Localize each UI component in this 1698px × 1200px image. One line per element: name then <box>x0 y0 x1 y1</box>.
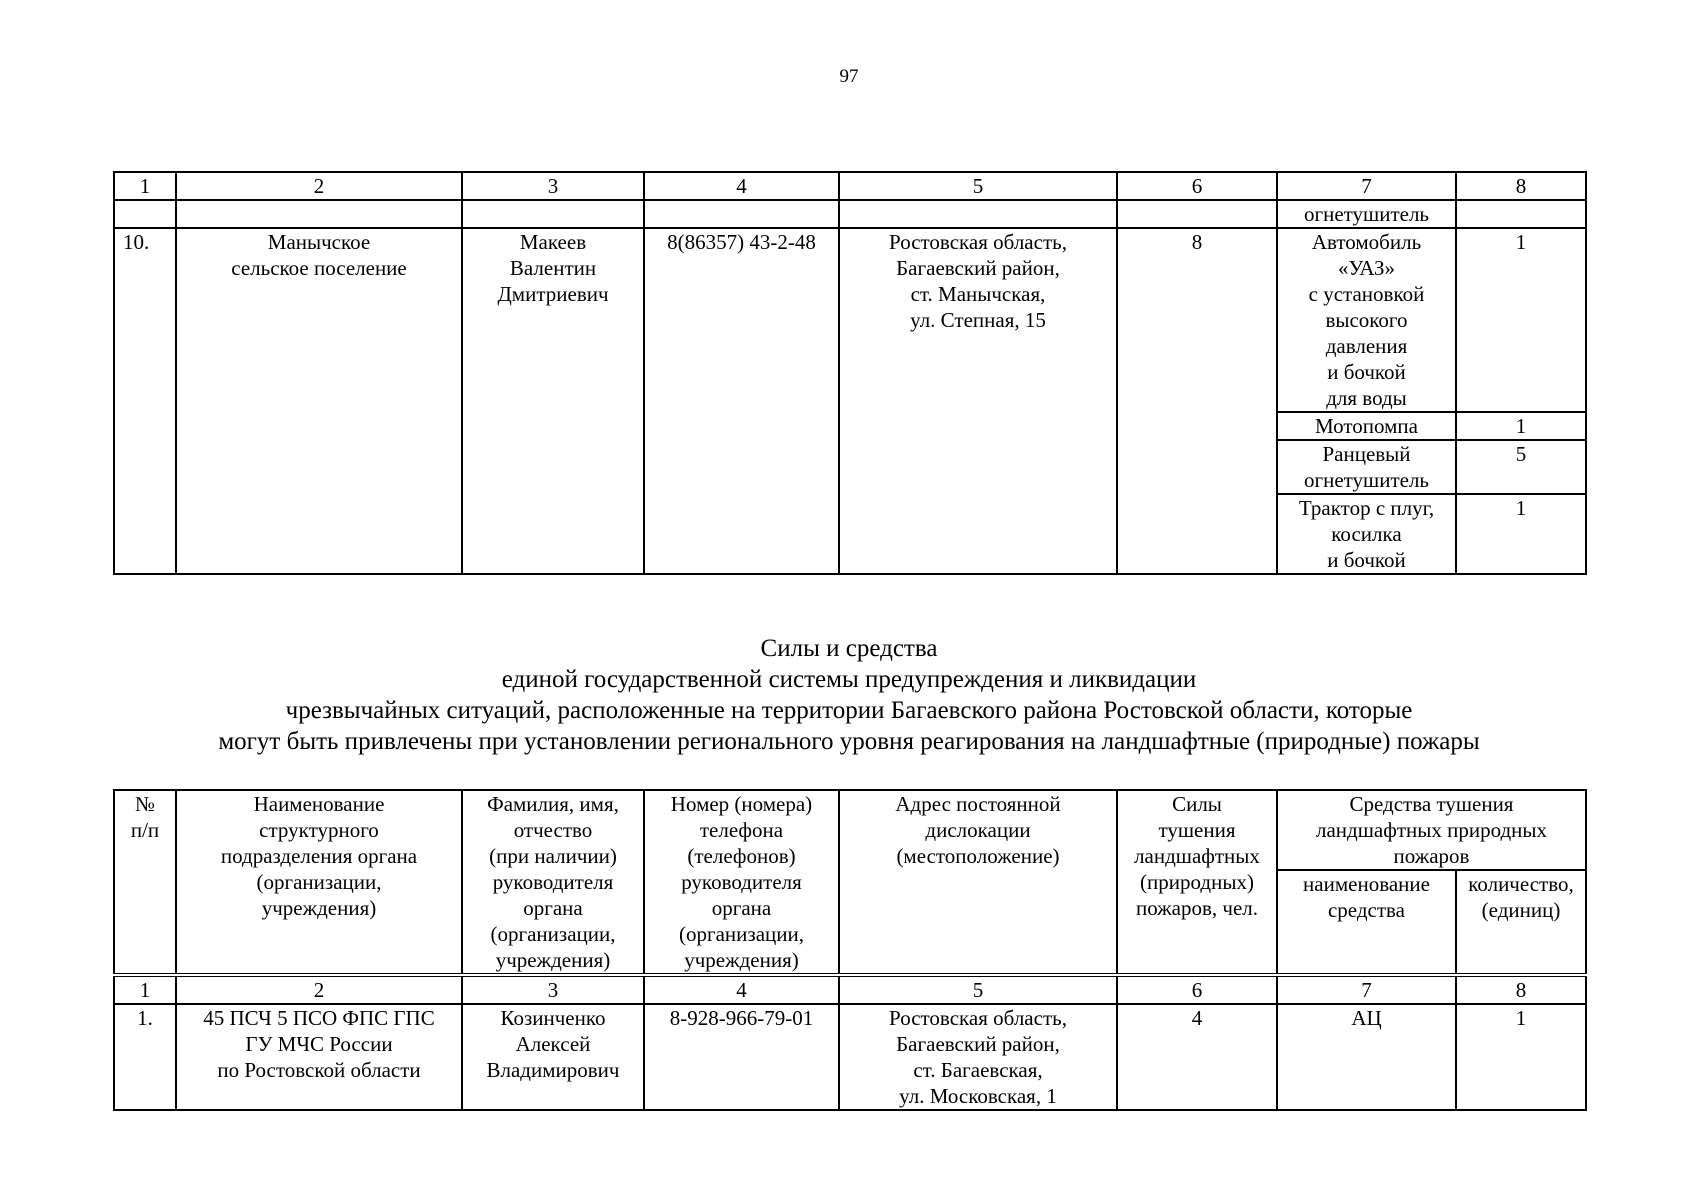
organization-cell: 45 ПСЧ 5 ПСО ФПС ГПС ГУ МЧС России по Ростовской области <box>176 1004 462 1110</box>
item-qty-cell: 1 <box>1456 494 1586 574</box>
item-name-cell: Ранцевый огнетушитель <box>1277 440 1456 494</box>
col-num: 5 <box>839 975 1117 1004</box>
col-num: 8 <box>1456 172 1586 200</box>
item-qty-cell: 1 <box>1456 1004 1586 1110</box>
header-forces: Силы тушения ландшафтных (природных) пожаров, чел. <box>1117 790 1277 975</box>
people-count-cell: 8 <box>1117 228 1277 574</box>
row-number: 10. <box>114 228 176 574</box>
col-num: 8 <box>1456 975 1586 1004</box>
col-num: 7 <box>1277 975 1456 1004</box>
item-name-cell: Трактор с плуг, косилка и бочкой <box>1277 494 1456 574</box>
header-num: № п/п <box>114 790 176 975</box>
col-num: 6 <box>1117 975 1277 1004</box>
address-cell: Ростовская область, Багаевский район, ст. Багаевская, ул. Московская, 1 <box>839 1004 1117 1110</box>
organization-cell: Манычское сельское поселение <box>176 228 462 574</box>
item-qty-cell: 1 <box>1456 412 1586 440</box>
col-num: 1 <box>114 172 176 200</box>
item-qty-cell: 1 <box>1456 228 1586 412</box>
col-num: 5 <box>839 172 1117 200</box>
header-means-qty: количество, (единиц) <box>1456 870 1586 975</box>
column-number-row <box>114 172 1586 200</box>
col-num: 2 <box>176 172 462 200</box>
item-name-cell: Автомобиль «УАЗ» с установкой высокого давления и бочкой для воды <box>1277 228 1456 412</box>
header-row <box>114 790 1586 870</box>
phone-cell: 8-928-966-79-01 <box>644 1004 839 1110</box>
col-num: 7 <box>1277 172 1456 200</box>
head-name-cell: Козинченко Алексей Владимирович <box>462 1004 644 1110</box>
people-count-cell: 4 <box>1117 1004 1277 1110</box>
item-name-cell: Мотопомпа <box>1277 412 1456 440</box>
table-row <box>114 228 1586 412</box>
head-name-cell: Макеев Валентин Дмитриевич <box>462 228 644 574</box>
item-qty-cell: 5 <box>1456 440 1586 494</box>
equipment-table-continued <box>113 171 1587 575</box>
row-number: 1. <box>114 1004 176 1110</box>
item-name-cell: АЦ <box>1277 1004 1456 1110</box>
col-num: 4 <box>644 975 839 1004</box>
phone-cell: 8(86357) 43-2-48 <box>644 228 839 574</box>
col-num: 4 <box>644 172 839 200</box>
header-means-name: наименование средства <box>1277 870 1456 975</box>
continuation-row <box>114 200 1586 228</box>
forces-table <box>113 789 1587 1111</box>
col-num: 6 <box>1117 172 1277 200</box>
col-num: 1 <box>114 975 176 1004</box>
section-title: Силы и средства единой государственной системы предупреждения и ликвидации чрезвычайных ситуаций, расположенные на территории Багаевского района Ростовской области, которые могут быть привлечены при установлении регионального уровня реагирования на ландшафтные (природные) пожары <box>218 635 1480 755</box>
continued-item-cell: огнетушитель <box>1277 200 1456 228</box>
col-num: 2 <box>176 975 462 1004</box>
col-num: 3 <box>462 172 644 200</box>
header-phone: Номер (номера) телефона (телефонов) руководителя органа (организации, учреждения) <box>644 790 839 975</box>
page-number: 97 <box>839 66 859 87</box>
column-number-row <box>114 975 1586 1004</box>
address-cell: Ростовская область, Багаевский район, ст. Манычская, ул. Степная, 15 <box>839 228 1117 574</box>
header-head-name: Фамилия, имя, отчество (при наличии) руководителя органа (организации, учреждения) <box>462 790 644 975</box>
table-row <box>114 1004 1586 1110</box>
header-organization: Наименование структурного подразделения органа (организации, учреждения) <box>176 790 462 975</box>
col-num: 3 <box>462 975 644 1004</box>
header-address: Адрес постоянной дислокации (местоположение) <box>839 790 1117 975</box>
header-means: Средства тушения ландшафтных природных пожаров <box>1277 790 1586 870</box>
